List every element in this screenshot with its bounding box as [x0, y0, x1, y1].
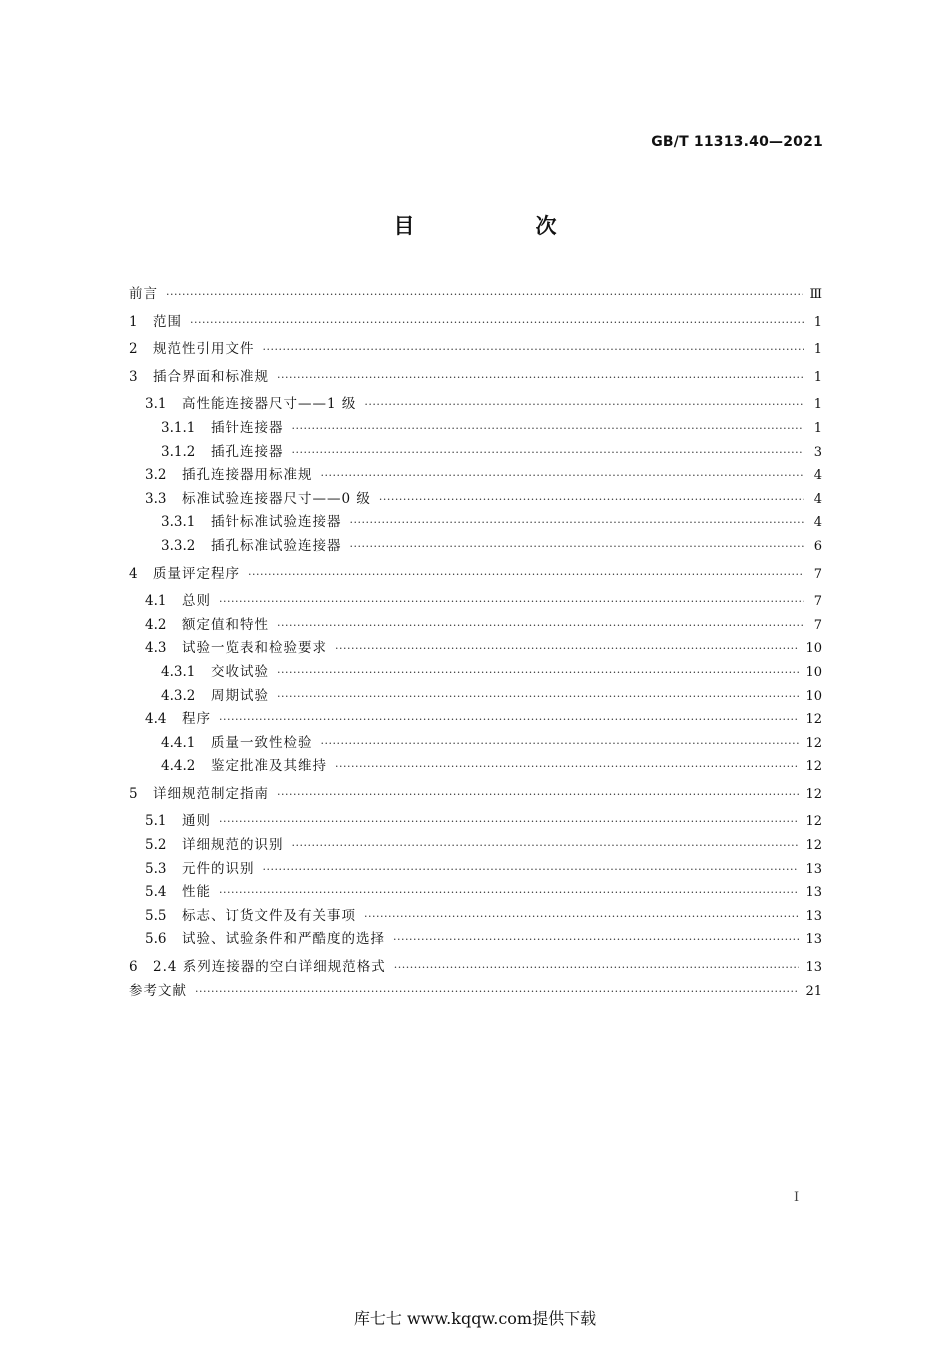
toc-entry[interactable]	[129, 810, 822, 834]
leader-dots	[364, 393, 804, 417]
toc-entry[interactable]	[129, 783, 822, 807]
toc-title: 目 次	[393, 214, 607, 238]
toc-entry[interactable]	[129, 614, 822, 638]
leader-dots	[277, 685, 799, 709]
leader-dots	[277, 614, 804, 638]
toc-entry[interactable]	[129, 732, 822, 756]
toc-entry-page: 10	[805, 641, 822, 657]
toc-entry-number: 4.1	[145, 593, 167, 610]
toc-entry-title: 插孔连接器	[211, 443, 284, 460]
leader-dots	[364, 905, 799, 929]
toc-entry-page: 4	[813, 515, 822, 531]
toc-entry-page: 13	[805, 932, 822, 948]
toc-entry-number: 4.3.2	[161, 687, 196, 704]
standard-code: GB/T 11313.40—2021	[651, 134, 823, 150]
toc-entry-title: 试验一览表和检验要求	[182, 640, 327, 657]
toc-entry-number: 3.2	[145, 467, 167, 484]
toc-entry-number: 3.1.1	[161, 419, 196, 436]
page-number: I	[794, 1190, 800, 1205]
toc-entry-number: 4	[129, 565, 138, 582]
leader-dots	[379, 488, 804, 512]
toc-entry[interactable]	[129, 905, 822, 929]
toc-entry-number: 5	[129, 785, 138, 802]
toc-entry-title: 总则	[182, 593, 211, 610]
toc-entry-page: 7	[813, 594, 822, 610]
toc-entry-page: 13	[805, 885, 822, 901]
leader-dots	[219, 881, 799, 905]
toc-entry-page: 1	[813, 314, 822, 330]
toc-entry-number: 3.3	[145, 490, 167, 507]
toc-entry-page: 1	[813, 397, 822, 413]
leader-dots	[350, 535, 805, 559]
toc-entry-title: 插孔连接器用标准规	[182, 467, 313, 484]
toc-entry-page: 12	[805, 838, 822, 854]
leader-dots	[190, 311, 804, 335]
toc-entry[interactable]	[129, 441, 822, 465]
toc-entry-title: 额定值和特性	[182, 616, 269, 633]
toc-entry-title: 质量一致性检验	[211, 734, 313, 751]
toc-entry-number: 5.2	[145, 837, 167, 854]
leader-dots	[166, 283, 803, 307]
toc-entry-title: 规范性引用文件	[153, 341, 255, 358]
toc-entry-number: 4.3.1	[161, 663, 196, 680]
toc-entry-title: 插合界面和标准规	[153, 368, 269, 385]
toc-entry-page: 7	[813, 617, 822, 633]
toc-entry-number: 4.4	[145, 711, 167, 728]
toc-entry[interactable]	[129, 755, 822, 779]
toc-entry-title: 交收试验	[211, 663, 269, 680]
leader-dots	[219, 590, 804, 614]
toc-entry-number: 3.1	[145, 396, 167, 413]
toc-entry-title: 质量评定程序	[153, 565, 240, 582]
toc-entry-page: 4	[813, 491, 822, 507]
leader-dots	[292, 834, 800, 858]
toc-entry-title: 前言	[129, 286, 158, 302]
toc-entry-number: 5.6	[145, 931, 167, 948]
toc-entry-title: 元件的识别	[182, 860, 255, 877]
toc-entry-page: 10	[805, 664, 822, 680]
toc-entry-page: 13	[805, 960, 822, 976]
leader-dots	[321, 732, 800, 756]
toc-entry-title: 试验、试验条件和严酷度的选择	[182, 931, 385, 948]
toc-entry-title: 2.4 系列连接器的空白详细规范格式	[153, 959, 386, 976]
leader-dots	[292, 417, 805, 441]
toc-entry[interactable]	[129, 685, 822, 709]
toc-entry-title: 详细规范制定指南	[153, 785, 269, 802]
toc-entry-page: 1	[813, 342, 822, 358]
toc-entry[interactable]	[129, 311, 822, 335]
toc-entry[interactable]	[129, 661, 822, 685]
table-of-contents	[129, 283, 822, 1003]
toc-entry[interactable]	[129, 417, 822, 441]
toc-entry-number: 3.3.1	[161, 514, 196, 531]
toc-entry[interactable]	[129, 590, 822, 614]
toc-entry[interactable]	[129, 881, 822, 905]
leader-dots	[335, 755, 799, 779]
toc-entry[interactable]	[129, 637, 822, 661]
toc-entry-page: 6	[813, 538, 822, 554]
leader-dots	[263, 338, 805, 362]
toc-entry-number: 5.5	[145, 907, 167, 924]
toc-entry-page: 13	[805, 908, 822, 924]
toc-entry[interactable]	[129, 956, 822, 980]
toc-entry-title: 通则	[182, 813, 211, 830]
toc-entry-page: 12	[805, 786, 822, 802]
toc-entry-number: 2	[129, 341, 138, 358]
toc-entry-page: 1	[813, 420, 822, 436]
toc-entry-page: 12	[805, 712, 822, 728]
toc-entry[interactable]	[129, 464, 822, 488]
toc-entry-page: 12	[805, 814, 822, 830]
toc-entry-page: 12	[805, 759, 822, 775]
toc-entry-page: Ⅲ	[809, 287, 822, 302]
toc-entry-title: 高性能连接器尺寸——1 级	[182, 396, 357, 413]
toc-entry-title: 详细规范的识别	[182, 837, 284, 854]
toc-entry-number: 1	[129, 313, 138, 330]
toc-entry-title: 周期试验	[211, 687, 269, 704]
toc-entry-number: 4.2	[145, 616, 167, 633]
toc-entry-page: 1	[813, 369, 822, 385]
leader-dots	[393, 928, 799, 952]
leader-dots	[394, 956, 800, 980]
toc-entry-number: 4.4.2	[161, 758, 196, 775]
toc-entry-number: 5.4	[145, 884, 167, 901]
toc-entry-page: 13	[805, 861, 822, 877]
toc-entry-page: 10	[805, 688, 822, 704]
toc-entry-title: 参考文献	[129, 982, 187, 999]
toc-entry-number: 3.1.2	[161, 443, 196, 460]
toc-entry-title: 性能	[182, 884, 211, 901]
toc-entry-number: 4.4.1	[161, 734, 196, 751]
toc-entry-title: 标志、订货文件及有关事项	[182, 907, 356, 924]
toc-entry-number: 4.3	[145, 640, 167, 657]
toc-entry-title: 鉴定批准及其维持	[211, 758, 327, 775]
toc-entry-references[interactable]	[129, 980, 822, 1004]
toc-entry-number: 6	[129, 959, 138, 976]
download-watermark: 库七七 www.kqqw.com提供下载	[353, 1309, 597, 1328]
toc-entry-title: 插针连接器	[211, 419, 284, 436]
toc-entry-page: 21	[805, 983, 822, 999]
leader-dots	[248, 563, 804, 587]
leader-dots	[335, 637, 799, 661]
toc-entry[interactable]	[129, 858, 822, 882]
toc-entry-page: 7	[813, 566, 822, 582]
toc-entry[interactable]	[129, 366, 822, 390]
toc-entry[interactable]	[129, 338, 822, 362]
toc-entry-title: 范围	[153, 313, 182, 330]
toc-entry-title: 标准试验连接器尺寸——0 级	[182, 490, 371, 507]
leader-dots	[219, 810, 799, 834]
toc-entry-number: 5.3	[145, 860, 167, 877]
toc-entry[interactable]	[129, 928, 822, 952]
toc-entry[interactable]	[129, 393, 822, 417]
toc-entry-page: 3	[813, 444, 822, 460]
toc-entry[interactable]	[129, 511, 822, 535]
toc-entry-number: 3.3.2	[161, 537, 196, 554]
leader-dots	[277, 783, 799, 807]
leader-dots	[263, 858, 800, 882]
toc-entry-title: 程序	[182, 711, 211, 728]
leader-dots	[321, 464, 805, 488]
toc-entry-preface[interactable]	[129, 283, 822, 307]
toc-entry-page: 4	[813, 468, 822, 484]
toc-entry[interactable]	[129, 488, 822, 512]
toc-entry[interactable]	[129, 535, 822, 559]
leader-dots	[350, 511, 805, 535]
leader-dots	[219, 708, 799, 732]
leader-dots	[292, 441, 805, 465]
leader-dots	[195, 980, 799, 1004]
toc-entry[interactable]	[129, 563, 822, 587]
toc-entry-number: 5.1	[145, 813, 167, 830]
toc-entry-title: 插针标准试验连接器	[211, 514, 342, 531]
toc-entry-page: 12	[805, 735, 822, 751]
toc-entry-title: 插孔标准试验连接器	[211, 537, 342, 554]
toc-entry[interactable]	[129, 834, 822, 858]
toc-entry-number: 3	[129, 368, 138, 385]
leader-dots	[277, 366, 804, 390]
toc-entry[interactable]	[129, 708, 822, 732]
leader-dots	[277, 661, 799, 685]
